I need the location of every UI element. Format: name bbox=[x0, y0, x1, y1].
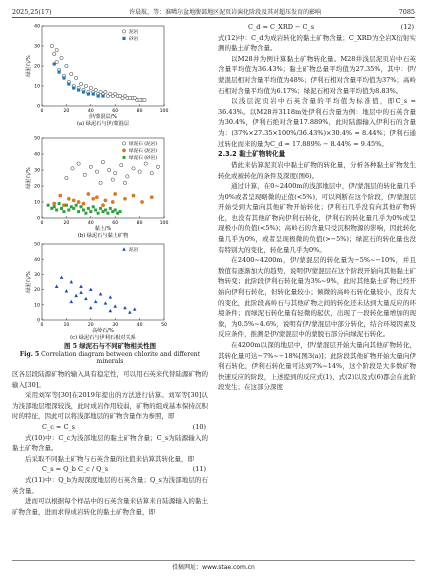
x-axis-label-b: 黏土/% bbox=[94, 226, 112, 232]
point-c-0 bbox=[65, 289, 69, 292]
legend-marker-c-0 bbox=[122, 247, 126, 250]
y-axis-label-c: 绿泥石/% bbox=[26, 271, 32, 293]
x-tick-label-b: 100 bbox=[159, 221, 169, 226]
panel-caption-b: (b) 绿泥石与黏土矿物 bbox=[77, 233, 129, 239]
point-c-0 bbox=[94, 300, 98, 303]
point-a-1 bbox=[67, 82, 70, 85]
legend-label-a-1: 砂岩 bbox=[129, 37, 139, 42]
equation-10-body: C_c = C_s bbox=[42, 422, 76, 431]
point-b-2 bbox=[84, 212, 87, 215]
y-tick-label-c: 30 bbox=[34, 273, 40, 278]
y-tick-label-b: 10 bbox=[34, 200, 40, 206]
point-b-1 bbox=[132, 194, 135, 197]
x-axis-label-a: 伊/蒙混层/% bbox=[88, 114, 118, 120]
legend-label-b-2: 绿泥石 (砂岩) bbox=[129, 156, 158, 161]
point-a-0 bbox=[65, 64, 68, 67]
page-number: 7085 bbox=[398, 7, 415, 16]
point-b-2 bbox=[119, 210, 122, 213]
point-b-1 bbox=[72, 199, 75, 202]
running-header bbox=[12, 6, 415, 18]
plot-frame-c bbox=[42, 244, 164, 320]
point-b-0 bbox=[101, 160, 104, 163]
point-b-0 bbox=[138, 170, 141, 173]
point-b-2 bbox=[89, 210, 92, 213]
point-a-0 bbox=[128, 96, 131, 99]
left-column bbox=[12, 22, 208, 517]
left-paragraph-4: 后采取不同黏土矿物与石英含量的比值来估算其转化量，即 bbox=[25, 454, 194, 463]
right-paragraph-4: 借此来估算泥页岩中黏土矿物的转化量，分析各种黏土矿物发生转化或被转化的条件及深度(图6)。 bbox=[218, 160, 416, 180]
equation-10 bbox=[12, 422, 208, 433]
point-b-0 bbox=[156, 165, 159, 168]
point-a-0 bbox=[99, 90, 102, 93]
x-tick-label-a: 60 bbox=[112, 109, 119, 114]
y-tick-label-b: 30 bbox=[34, 168, 40, 174]
x-tick-label-c: 10 bbox=[63, 323, 70, 328]
point-c-0 bbox=[60, 275, 64, 278]
point-b-1 bbox=[140, 200, 143, 203]
x-tick-label-b: 0 bbox=[40, 221, 44, 226]
point-b-2 bbox=[72, 207, 75, 210]
legend-marker-a-0 bbox=[122, 30, 125, 33]
point-c-0 bbox=[128, 310, 132, 313]
x-tick-label-a: 40 bbox=[87, 109, 94, 114]
point-a-1 bbox=[72, 86, 75, 89]
legend-marker-b-0 bbox=[122, 142, 125, 145]
left-paragraph-1: 区各层段陆源矿物的输入具有稳定性，可以用石英来代替陆源矿物的输入[30]。 bbox=[12, 370, 208, 389]
point-a-0 bbox=[104, 90, 107, 93]
point-b-2 bbox=[77, 210, 80, 213]
point-b-1 bbox=[82, 202, 85, 205]
point-b-1 bbox=[95, 196, 98, 199]
x-tick-label-a: 0 bbox=[40, 109, 44, 114]
point-b-0 bbox=[89, 165, 92, 168]
equation-11 bbox=[12, 464, 208, 475]
point-a-1 bbox=[87, 92, 90, 95]
point-b-0 bbox=[123, 181, 126, 184]
point-a-0 bbox=[138, 98, 141, 101]
figure-5 bbox=[12, 22, 208, 365]
point-c-0 bbox=[109, 295, 113, 298]
point-b-2 bbox=[94, 209, 97, 212]
x-tick-label-c: 20 bbox=[87, 323, 94, 328]
point-b-2 bbox=[99, 207, 102, 210]
left-paragraph-2: 采用刘军等[30]在2019年提出的方法进行估算。刘军等[30]认为浅部地层埋深较浅，此时成岩作用较弱，矿物的组成基本保持沉积时的特征，因此可以将浅部地层的矿物含量作为参照，即 bbox=[12, 391, 208, 421]
right-paragraph-3: 以浅层泥页岩中石英含量的平均值为标准值，即C_s = 36.43%。以M28井3118m处伊利石含量为例：地层中的石英含量为30.4%，伊利石绝对含量17.889%，此时陆源输入伊利石的含量为：(37%×27.35×100%/36.43%)×30.4% = 8.44%；伊利石通过转化而来的量为C_d = 17.889% − 8.44% = 9.45%。 bbox=[218, 97, 416, 148]
point-c-0 bbox=[113, 304, 117, 307]
point-b-0 bbox=[65, 176, 68, 179]
y-tick-label-c: 0 bbox=[37, 318, 40, 324]
x-tick-label-b: 60 bbox=[112, 221, 119, 226]
y-tick-label-a: 30 bbox=[34, 44, 40, 50]
point-a-1 bbox=[53, 62, 56, 65]
equation-11-body: C_s = Q_b C_c / Q_s bbox=[42, 465, 109, 474]
point-a-0 bbox=[94, 88, 97, 91]
point-b-0 bbox=[126, 175, 129, 178]
point-a-0 bbox=[84, 84, 87, 87]
y-tick-label-a: 10 bbox=[34, 84, 40, 90]
point-b-0 bbox=[83, 173, 86, 176]
right-paragraph-6: 在2400~4200m，伊/蒙混层的转化量为−5%~−10%，并且数值有逐渐加大的趋势，说明伊/蒙混层在这个阶段开始向其他黏土矿物转变；此阶段伊利石转化量为3%~9%，此时其他黏土矿物已经开始向伊利石转化，但转化量较小；倾微的高岭石转化量较小，没有大的变化，此阶段高岭石与其他矿物之间的转化还未达到大量反应的环境条件；而绿泥石转化量有轻微的起伏，出现了一段转化量增加的现象，为0.5%~4.6%，说明有伊/蒙混层中部分转化，结合环境因素及反应条件，推测是伊/蒙混层中的蒙脱石部分向绿泥石转化。 bbox=[218, 256, 416, 339]
point-a-0 bbox=[143, 98, 146, 101]
left-paragraph-3: 式(10)中：C_c为浅部地层的黏土矿物含量；C_s为陆源输入的黏土矿物含量。 bbox=[12, 433, 208, 453]
point-a-1 bbox=[57, 70, 60, 73]
point-b-0 bbox=[150, 172, 153, 175]
point-c-0 bbox=[99, 292, 103, 295]
y-tick-label-c: 10 bbox=[34, 303, 40, 309]
figure-caption-en-text: Correlation diagram between chlorite and different minerals bbox=[41, 351, 201, 365]
point-c-0 bbox=[84, 297, 88, 300]
point-b-2 bbox=[53, 205, 56, 208]
point-b-0 bbox=[132, 167, 135, 170]
point-b-0 bbox=[120, 164, 123, 167]
y-axis-label-b: 绿泥石/% bbox=[26, 167, 32, 189]
x-tick-label-c: 30 bbox=[112, 323, 119, 328]
equation-10-number: (10) bbox=[192, 422, 206, 431]
point-b-1 bbox=[114, 192, 117, 195]
point-c-0 bbox=[89, 306, 93, 309]
point-b-1 bbox=[77, 200, 80, 203]
x-tick-label-c: 40 bbox=[136, 323, 143, 328]
point-a-0 bbox=[133, 96, 136, 99]
point-c-0 bbox=[69, 280, 73, 283]
point-b-1 bbox=[104, 199, 107, 202]
figure-caption-en bbox=[12, 351, 208, 365]
x-tick-label-a: 80 bbox=[136, 109, 143, 114]
point-a-0 bbox=[74, 76, 77, 79]
x-tick-label-c: 50 bbox=[161, 323, 167, 328]
point-c-0 bbox=[109, 309, 113, 312]
x-tick-label-a: 100 bbox=[159, 109, 169, 114]
point-b-1 bbox=[101, 204, 104, 207]
point-a-0 bbox=[70, 72, 73, 75]
x-tick-label-b: 20 bbox=[63, 221, 70, 226]
x-tick-label-a: 20 bbox=[63, 109, 70, 114]
legend-label-a-0: 泥岩 bbox=[129, 30, 139, 35]
point-a-0 bbox=[109, 92, 112, 95]
y-tick-label-b: 40 bbox=[34, 152, 40, 158]
y-axis-label-a: 绿泥石/% bbox=[26, 55, 32, 77]
point-b-2 bbox=[55, 209, 58, 212]
y-tick-label-b: 50 bbox=[34, 136, 40, 142]
legend-marker-b-1 bbox=[122, 149, 125, 152]
point-b-2 bbox=[114, 209, 117, 212]
point-b-0 bbox=[114, 172, 117, 175]
x-tick-label-b: 80 bbox=[136, 221, 143, 226]
y-tick-label-c: 20 bbox=[34, 288, 40, 294]
footer-url: 投稿网址：www.stae.com.cn bbox=[172, 564, 255, 571]
equation-12-number: (12) bbox=[400, 23, 414, 31]
point-b-0 bbox=[99, 181, 102, 184]
point-a-0 bbox=[79, 82, 82, 85]
point-b-1 bbox=[59, 194, 62, 197]
point-b-2 bbox=[82, 209, 85, 212]
legend-label-b-0: 绿泥石 (泥岩) bbox=[129, 142, 158, 147]
point-b-2 bbox=[92, 205, 95, 208]
y-tick-label-b: 0 bbox=[37, 216, 40, 222]
right-paragraph-7: 在4200m以深的地层中，伊/蒙混层开始大量向其他矿物转化，其转化量可达−7%~−18%[图3(a)]；此阶段其他矿物开始大量向伊利石转化，伊利石转化量可达到7%~14%，这个阶段是大多数矿物快速反应的阶段，上述提到的反应式(1)、式(2)以及式(6)都会在此阶段发生；在这部分深度 bbox=[218, 341, 416, 392]
point-b-2 bbox=[80, 205, 83, 208]
equation-11-number: (11) bbox=[192, 465, 206, 474]
point-b-0 bbox=[95, 170, 98, 173]
point-a-0 bbox=[53, 52, 56, 55]
point-b-1 bbox=[67, 197, 70, 200]
point-a-1 bbox=[92, 92, 95, 95]
x-tick-label-c: 0 bbox=[40, 323, 44, 328]
right-paragraph-1: 式(12)中：C_d为成岩转化的黏土矿物含量；C_XRD为全岩X衍射实测的黏土矿物含量。 bbox=[218, 33, 416, 53]
point-b-2 bbox=[104, 209, 107, 212]
legend-marker-a-1 bbox=[122, 37, 125, 40]
point-b-2 bbox=[60, 207, 63, 210]
y-tick-label-a: 20 bbox=[34, 64, 40, 70]
point-a-0 bbox=[50, 44, 53, 47]
point-c-0 bbox=[133, 307, 137, 310]
point-b-1 bbox=[53, 202, 56, 205]
legend-label-c-0: 泥岩 bbox=[129, 248, 139, 253]
point-c-0 bbox=[79, 285, 83, 288]
y-tick-label-c: 50 bbox=[34, 242, 40, 248]
legend-marker-b-2 bbox=[123, 156, 126, 159]
point-b-2 bbox=[58, 202, 61, 205]
point-a-1 bbox=[77, 88, 80, 91]
point-b-2 bbox=[65, 204, 68, 207]
point-b-2 bbox=[106, 212, 109, 215]
legend-label-b-1: 绿泥石 (泥岩) bbox=[129, 149, 158, 154]
x-axis-label-c: 高岭石/% bbox=[92, 328, 114, 334]
point-b-2 bbox=[109, 207, 112, 210]
point-a-1 bbox=[97, 94, 100, 97]
y-tick-label-b: 20 bbox=[34, 184, 40, 190]
point-b-0 bbox=[144, 162, 147, 165]
point-b-1 bbox=[87, 192, 90, 195]
left-paragraph-5: 式(11)中：Q_b为现深度地层的石英含量；Q_s为浅部地层的石英含量。 bbox=[12, 475, 208, 495]
point-a-0 bbox=[60, 56, 63, 59]
x-tick-label-b: 40 bbox=[87, 221, 94, 226]
point-c-0 bbox=[123, 306, 127, 309]
y-tick-label-c: 40 bbox=[34, 257, 40, 263]
point-c-0 bbox=[55, 285, 59, 288]
point-c-0 bbox=[69, 300, 73, 303]
point-b-2 bbox=[75, 204, 78, 207]
panel-caption-a: (a) 绿泥石与伊/蒙混层 bbox=[76, 121, 130, 127]
running-title: 许晨航，等：准噶尔盆地腹部地区泥页岩演化阶段及其对超压发育的影响 bbox=[129, 9, 322, 16]
point-b-0 bbox=[111, 178, 114, 181]
issue-info: 2025,25(17) bbox=[12, 7, 52, 16]
point-b-2 bbox=[47, 204, 50, 207]
point-c-0 bbox=[79, 291, 83, 294]
left-paragraph-6: 进而可以根据每个样品中的石英含量来估算来自陆源输入的黏土矿物含量，进而求得成岩转化的黏土矿物含量，即 bbox=[12, 497, 208, 516]
point-b-2 bbox=[62, 210, 65, 213]
figure-5-charts bbox=[12, 22, 208, 340]
right-column bbox=[218, 22, 416, 393]
point-b-1 bbox=[111, 200, 114, 203]
y-tick-label-a: 0 bbox=[37, 104, 40, 110]
right-paragraph-2: 以M28井为例计算黏土矿物转化量。M28井浅层泥页岩中石英含量平均值为36.43%；黏土矿物总量平均值为27.35%，其中：伊/蒙混层相对含量平均值为48%；伊利石相对含量平均值为37%；高岭石相对含量平均值为6.17%；绿泥石相对含量平均值为8.83%。 bbox=[218, 54, 416, 95]
figure-caption-cn: 图 5 绿泥石与不同矿物相关性图 bbox=[64, 342, 156, 350]
panel-caption-c: (c) 绿泥石与伊利石相对关系 bbox=[70, 335, 136, 340]
y-tick-label-a: 40 bbox=[34, 24, 40, 30]
footer-rule bbox=[12, 560, 415, 561]
equation-12 bbox=[218, 22, 416, 33]
right-paragraph-5: 通过计算，在0~2400m的浅部地层中，伊/蒙混层的转化量几乎为0%或者呈现略微的正值(<5%)，可以判断在这个阶段，伊/蒙混层开始受到大量向其他矿物开始转化；伊利石几乎没有向其他矿物转化，也没有其他矿物向伊利石转化，伊利石的转化量几乎为0%或呈现极小的负值(<5%)；高岭石的含量只受沉积物源的影响，因此转化量几乎为0%，或者呈现极微的负值(>−5%)；绿泥石的转化量也没有特别大的变化，转化量几乎为0%。 bbox=[218, 182, 416, 254]
point-c-0 bbox=[74, 294, 78, 297]
point-b-2 bbox=[97, 212, 100, 215]
point-b-2 bbox=[87, 207, 90, 210]
point-a-0 bbox=[118, 94, 121, 97]
equation-12-body: C_d = C_XRD − C_s bbox=[248, 23, 315, 31]
point-a-0 bbox=[114, 92, 117, 95]
point-a-0 bbox=[55, 48, 58, 51]
point-b-0 bbox=[107, 168, 110, 171]
point-a-1 bbox=[82, 90, 85, 93]
point-a-1 bbox=[101, 94, 104, 97]
point-c-0 bbox=[104, 301, 108, 304]
point-a-0 bbox=[123, 94, 126, 97]
point-b-1 bbox=[150, 196, 153, 199]
point-b-2 bbox=[67, 209, 70, 212]
point-a-1 bbox=[62, 76, 65, 79]
point-a-0 bbox=[89, 86, 92, 89]
section-heading-2-3-2: 2.3.2 黏土矿物转化量 bbox=[218, 150, 286, 159]
point-c-0 bbox=[89, 288, 93, 291]
point-b-0 bbox=[77, 162, 80, 165]
point-b-1 bbox=[123, 197, 126, 200]
figure-caption-en-label: Fig. 5 bbox=[19, 351, 40, 358]
point-b-0 bbox=[71, 167, 74, 170]
point-b-1 bbox=[92, 197, 95, 200]
